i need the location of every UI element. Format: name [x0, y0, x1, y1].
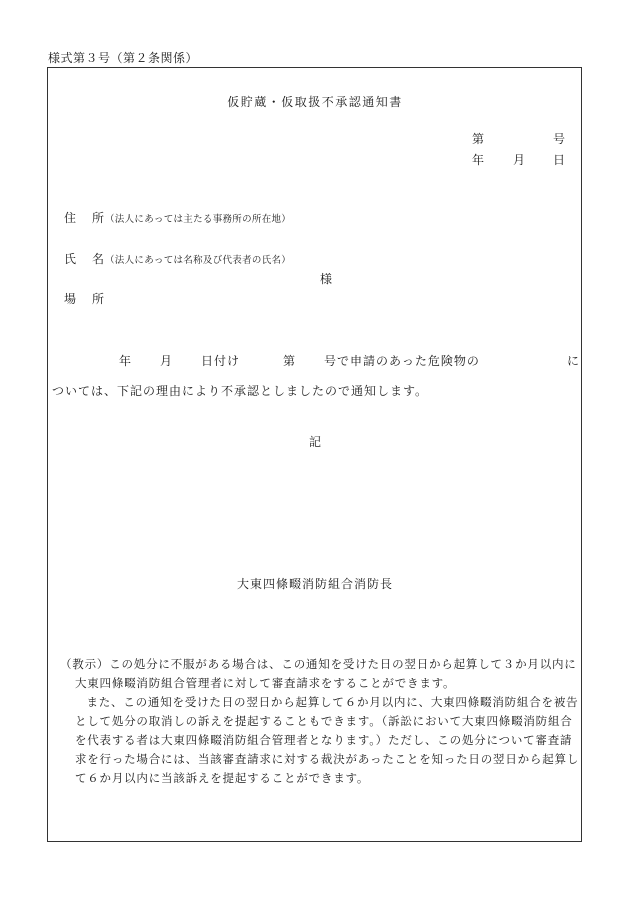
body-month: 月	[160, 354, 174, 368]
name-label-a: 氏	[64, 252, 77, 266]
honorific-sama: 様	[320, 272, 333, 286]
issuer: 大東四條畷消防組合消防長	[236, 577, 393, 591]
body-dated: 日付け	[201, 354, 241, 368]
form-number: 様式第３号（第２条関係）	[48, 51, 199, 65]
place-label-b: 所	[92, 292, 105, 306]
name-label-b: 名	[92, 252, 105, 266]
place-label-a: 場	[64, 292, 77, 306]
address-note: （法人にあっては主たる事務所の所在地）	[105, 214, 292, 225]
document-title: 仮貯蔵・仮取扱不承認通知書	[227, 95, 403, 109]
body-ni: に	[567, 354, 581, 368]
address-label-a: 住	[64, 211, 77, 225]
date-day: 日	[553, 153, 566, 167]
instruction-text-1: この処分に不服がある場合は、この通知を受けた日の翌日から起算して３か月以内に大東四條畷消防組合管理者に対して審査請求をすることができます。	[74, 657, 577, 690]
body-year: 年	[119, 354, 133, 368]
instruction-block	[60, 655, 580, 788]
instruction-label: （教示）	[60, 657, 110, 671]
instruction-paragraph-2: また、この通知を受けた日の翌日から起算して６か月以内に、大東四條畷消防組合を被告として処分の取消しの訴えを提起することもできます。（訴訟において大東四條畷消防組合を代表する者は大東四條畷消防組合管理者となります。）ただし、この処分について審査請求を行った場合には、当該審査請求に対する裁決があったことを知った日の翌日から起算して６か月以内に当該訴えを提起することができます。	[74, 695, 580, 785]
body-go-text: 号で申請のあった危険物の	[324, 354, 480, 368]
number-dai: 第	[472, 132, 485, 146]
address-label-b: 所	[92, 211, 105, 225]
instruction-paragraph-1	[60, 655, 580, 693]
ki-mark: 記	[308, 435, 321, 449]
body-line2: ついては、下記の理由により不承認としましたので通知します。	[52, 384, 429, 398]
body-dai: 第	[283, 354, 297, 368]
date-year: 年	[472, 153, 485, 167]
number-go: 号	[553, 132, 566, 146]
date-month: 月	[513, 153, 526, 167]
name-note: （法人にあっては名称及び代表者の氏名）	[105, 255, 292, 266]
